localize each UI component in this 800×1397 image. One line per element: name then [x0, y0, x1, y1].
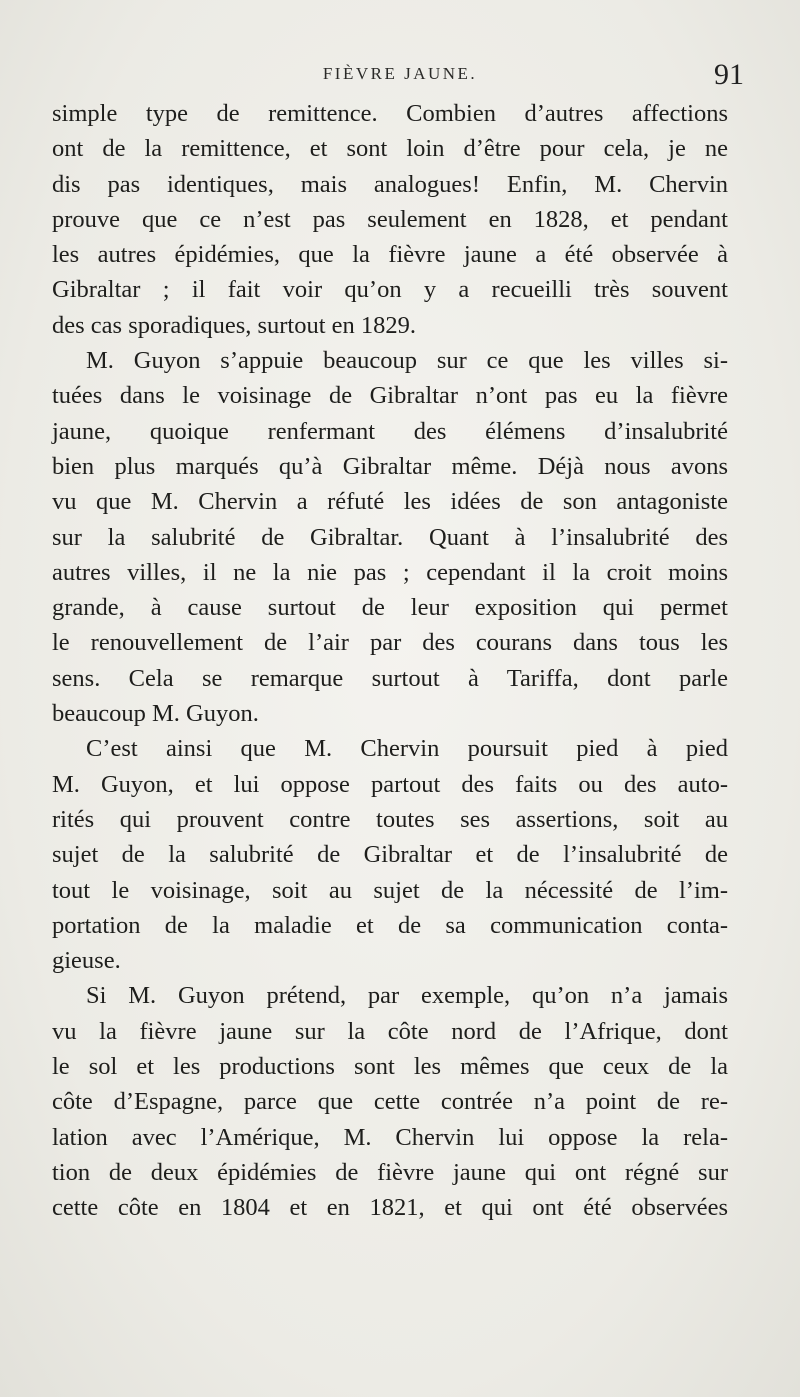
text-line: prouve que ce n’est pas seulement en 1828, et pendant [52, 205, 728, 233]
page-number: 91 [714, 58, 744, 91]
text-line: cette côte en 1804 et en 1821, et qui ont été observées [52, 1194, 728, 1222]
text-line: le sol et les productions sont les mêmes que ceux de la [52, 1053, 728, 1081]
running-title: FIÈVRE JAUNE. [322, 64, 478, 83]
text-line: rités qui prouvent contre toutes ses assertions, soit au [52, 805, 728, 833]
text-line: tuées dans le voisinage de Gibraltar n’ont pas eu la fièvre [52, 382, 728, 410]
body-text [52, 96, 728, 1226]
text-line: sujet de la salubrité de Gibraltar et de l’insalubrité de [52, 841, 728, 869]
text-line: jaune, quoique renfermant des élémens d’insalubrité [52, 417, 728, 445]
text-line: tout le voisinage, soit au sujet de la nécessité de l’im- [52, 876, 728, 904]
text-line: Si M. Guyon prétend, par exemple, qu’on n’a jamais [86, 982, 728, 1010]
text-line: portation de la maladie et de sa communication conta- [52, 911, 728, 939]
text-line: dis pas identiques, mais analogues! Enfin, M. Chervin [52, 170, 728, 198]
page-header [52, 60, 748, 96]
text-line: beaucoup M. Guyon. [52, 700, 259, 728]
text-line: sur la salubrité de Gibraltar. Quant à l’insalubrité des [52, 523, 728, 551]
text-line: vu la fièvre jaune sur la côte nord de l’Afrique, dont [52, 1017, 728, 1045]
text-line: simple type de remittence. Combien d’autres affections [52, 100, 728, 127]
text-line: grande, à cause surtout de leur exposition qui permet [52, 594, 728, 622]
text-line: sens. Cela se remarque surtout à Tariffa, dont parle [52, 664, 728, 692]
text-line: gieuse. [52, 947, 121, 975]
text-line: M. Guyon s’appuie beaucoup sur ce que les villes si- [86, 347, 728, 375]
text-line: les autres épidémies, que la fièvre jaune a été observée à [52, 241, 728, 269]
text-line: C’est ainsi que M. Chervin poursuit pied à pied [86, 735, 728, 763]
text-line: côte d’Espagne, parce que cette contrée n’a point de re- [52, 1088, 728, 1116]
text-line: lation avec l’Amérique, M. Chervin lui oppose la rela- [52, 1123, 728, 1151]
text-line: Gibraltar ; il fait voir qu’on y a recueilli très souvent [52, 276, 728, 304]
text-line: tion de deux épidémies de fièvre jaune qui ont régné sur [52, 1158, 728, 1186]
text-line: vu que M. Chervin a réfuté les idées de son antagoniste [52, 488, 728, 516]
text-line: le renouvellement de l’air par des courans dans tous les [52, 629, 728, 657]
text-line: bien plus marqués qu’à Gibraltar même. Déjà nous avons [52, 452, 728, 480]
text-line: autres villes, il ne la nie pas ; cependant il la croit moins [52, 558, 728, 586]
text-line: ont de la remittence, et sont loin d’être pour cela, je ne [52, 135, 728, 163]
text-line: M. Guyon, et lui oppose partout des faits ou des auto- [52, 770, 728, 798]
text-line: des cas sporadiques, surtout en 1829. [52, 311, 417, 339]
